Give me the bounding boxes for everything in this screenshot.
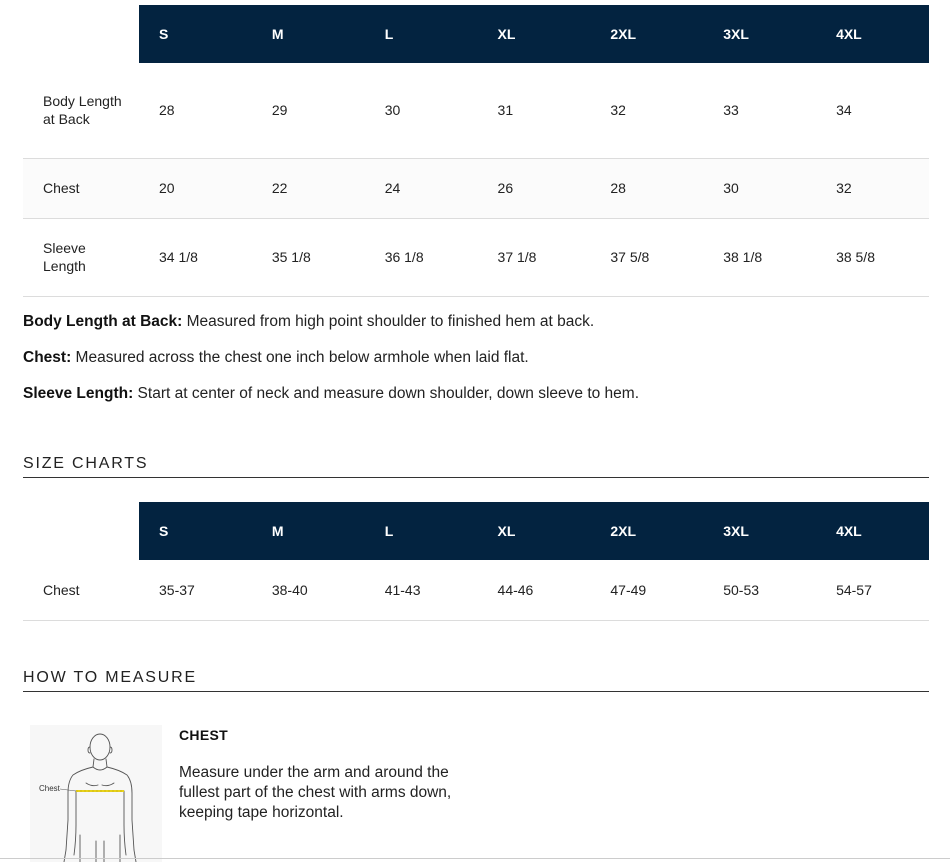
note-sleeve-length <box>23 384 929 403</box>
note-term: Body Length at Back: <box>23 313 183 330</box>
table-row-chest <box>23 560 929 620</box>
table-cell: 26 <box>478 158 591 218</box>
table-cell: 31 <box>478 63 591 158</box>
size-chart-header-row <box>23 502 929 560</box>
table-cell: 30 <box>365 63 478 158</box>
row-label: Body Length at Back <box>23 63 139 158</box>
measure-title: CHEST <box>179 727 228 743</box>
table-cell: 20 <box>139 158 252 218</box>
figure-label-chest: Chest <box>39 784 60 793</box>
size-header-s: S <box>139 502 252 560</box>
size-header-xl: XL <box>478 5 591 63</box>
table-cell: 54-57 <box>816 560 929 620</box>
note-body-length <box>23 312 929 331</box>
table-cell: 37 1/8 <box>478 218 591 296</box>
row-label: Chest <box>23 560 139 620</box>
table-cell: 34 1/8 <box>139 218 252 296</box>
size-header-3xl: 3XL <box>703 5 816 63</box>
size-header-m: M <box>252 5 365 63</box>
size-header-2xl: 2XL <box>590 502 703 560</box>
measurement-notes <box>23 312 929 420</box>
size-charts-heading: SIZE CHARTS <box>23 455 929 478</box>
size-header-4xl: 4XL <box>816 5 929 63</box>
note-text: Start at center of neck and measure down shoulder, down sleeve to hem. <box>133 385 640 402</box>
header-blank-cell <box>23 502 139 560</box>
measure-instructions <box>179 727 479 823</box>
chest-measure-figure <box>30 725 162 862</box>
table-cell: 24 <box>365 158 478 218</box>
row-label: Sleeve Length <box>23 218 139 296</box>
size-header-xl: XL <box>478 502 591 560</box>
header-blank-cell <box>23 5 139 63</box>
body-outline-illustration <box>30 725 162 862</box>
table-cell: 33 <box>703 63 816 158</box>
table-row-chest <box>23 158 929 218</box>
table-row-sleeve-length <box>23 218 929 296</box>
table-cell: 50-53 <box>703 560 816 620</box>
size-header-s: S <box>139 5 252 63</box>
table-cell: 30 <box>703 158 816 218</box>
bottom-divider <box>0 858 950 859</box>
table-cell: 32 <box>816 158 929 218</box>
specs-header-row <box>23 5 929 63</box>
table-cell: 44-46 <box>478 560 591 620</box>
table-cell: 41-43 <box>365 560 478 620</box>
note-text: Measured across the chest one inch below armhole when laid flat. <box>71 349 529 366</box>
table-cell: 32 <box>590 63 703 158</box>
table-cell: 34 <box>816 63 929 158</box>
table-cell: 38-40 <box>252 560 365 620</box>
table-cell: 37 5/8 <box>590 218 703 296</box>
table-cell: 28 <box>590 158 703 218</box>
note-text: Measured from high point shoulder to finished hem at back. <box>182 313 595 330</box>
table-cell: 35 1/8 <box>252 218 365 296</box>
table-cell: 35-37 <box>139 560 252 620</box>
table-cell: 38 5/8 <box>816 218 929 296</box>
table-cell: 29 <box>252 63 365 158</box>
note-term: Sleeve Length: <box>23 385 134 402</box>
size-header-4xl: 4XL <box>816 502 929 560</box>
how-to-measure-heading: HOW TO MEASURE <box>23 669 929 692</box>
size-header-m: M <box>252 502 365 560</box>
size-header-l: L <box>365 502 478 560</box>
size-header-3xl: 3XL <box>703 502 816 560</box>
specs-table <box>23 5 929 297</box>
table-row-body-length <box>23 63 929 158</box>
measure-text: Measure under the arm and around the fullest part of the chest with arms down, keeping tape horizontal. <box>179 764 452 821</box>
table-cell: 28 <box>139 63 252 158</box>
row-label: Chest <box>23 158 139 218</box>
note-chest <box>23 348 929 367</box>
size-header-l: L <box>365 5 478 63</box>
size-chart-table <box>23 502 929 621</box>
size-header-2xl: 2XL <box>590 5 703 63</box>
table-cell: 36 1/8 <box>365 218 478 296</box>
table-cell: 22 <box>252 158 365 218</box>
note-term: Chest: <box>23 349 72 366</box>
table-cell: 38 1/8 <box>703 218 816 296</box>
table-cell: 47-49 <box>590 560 703 620</box>
